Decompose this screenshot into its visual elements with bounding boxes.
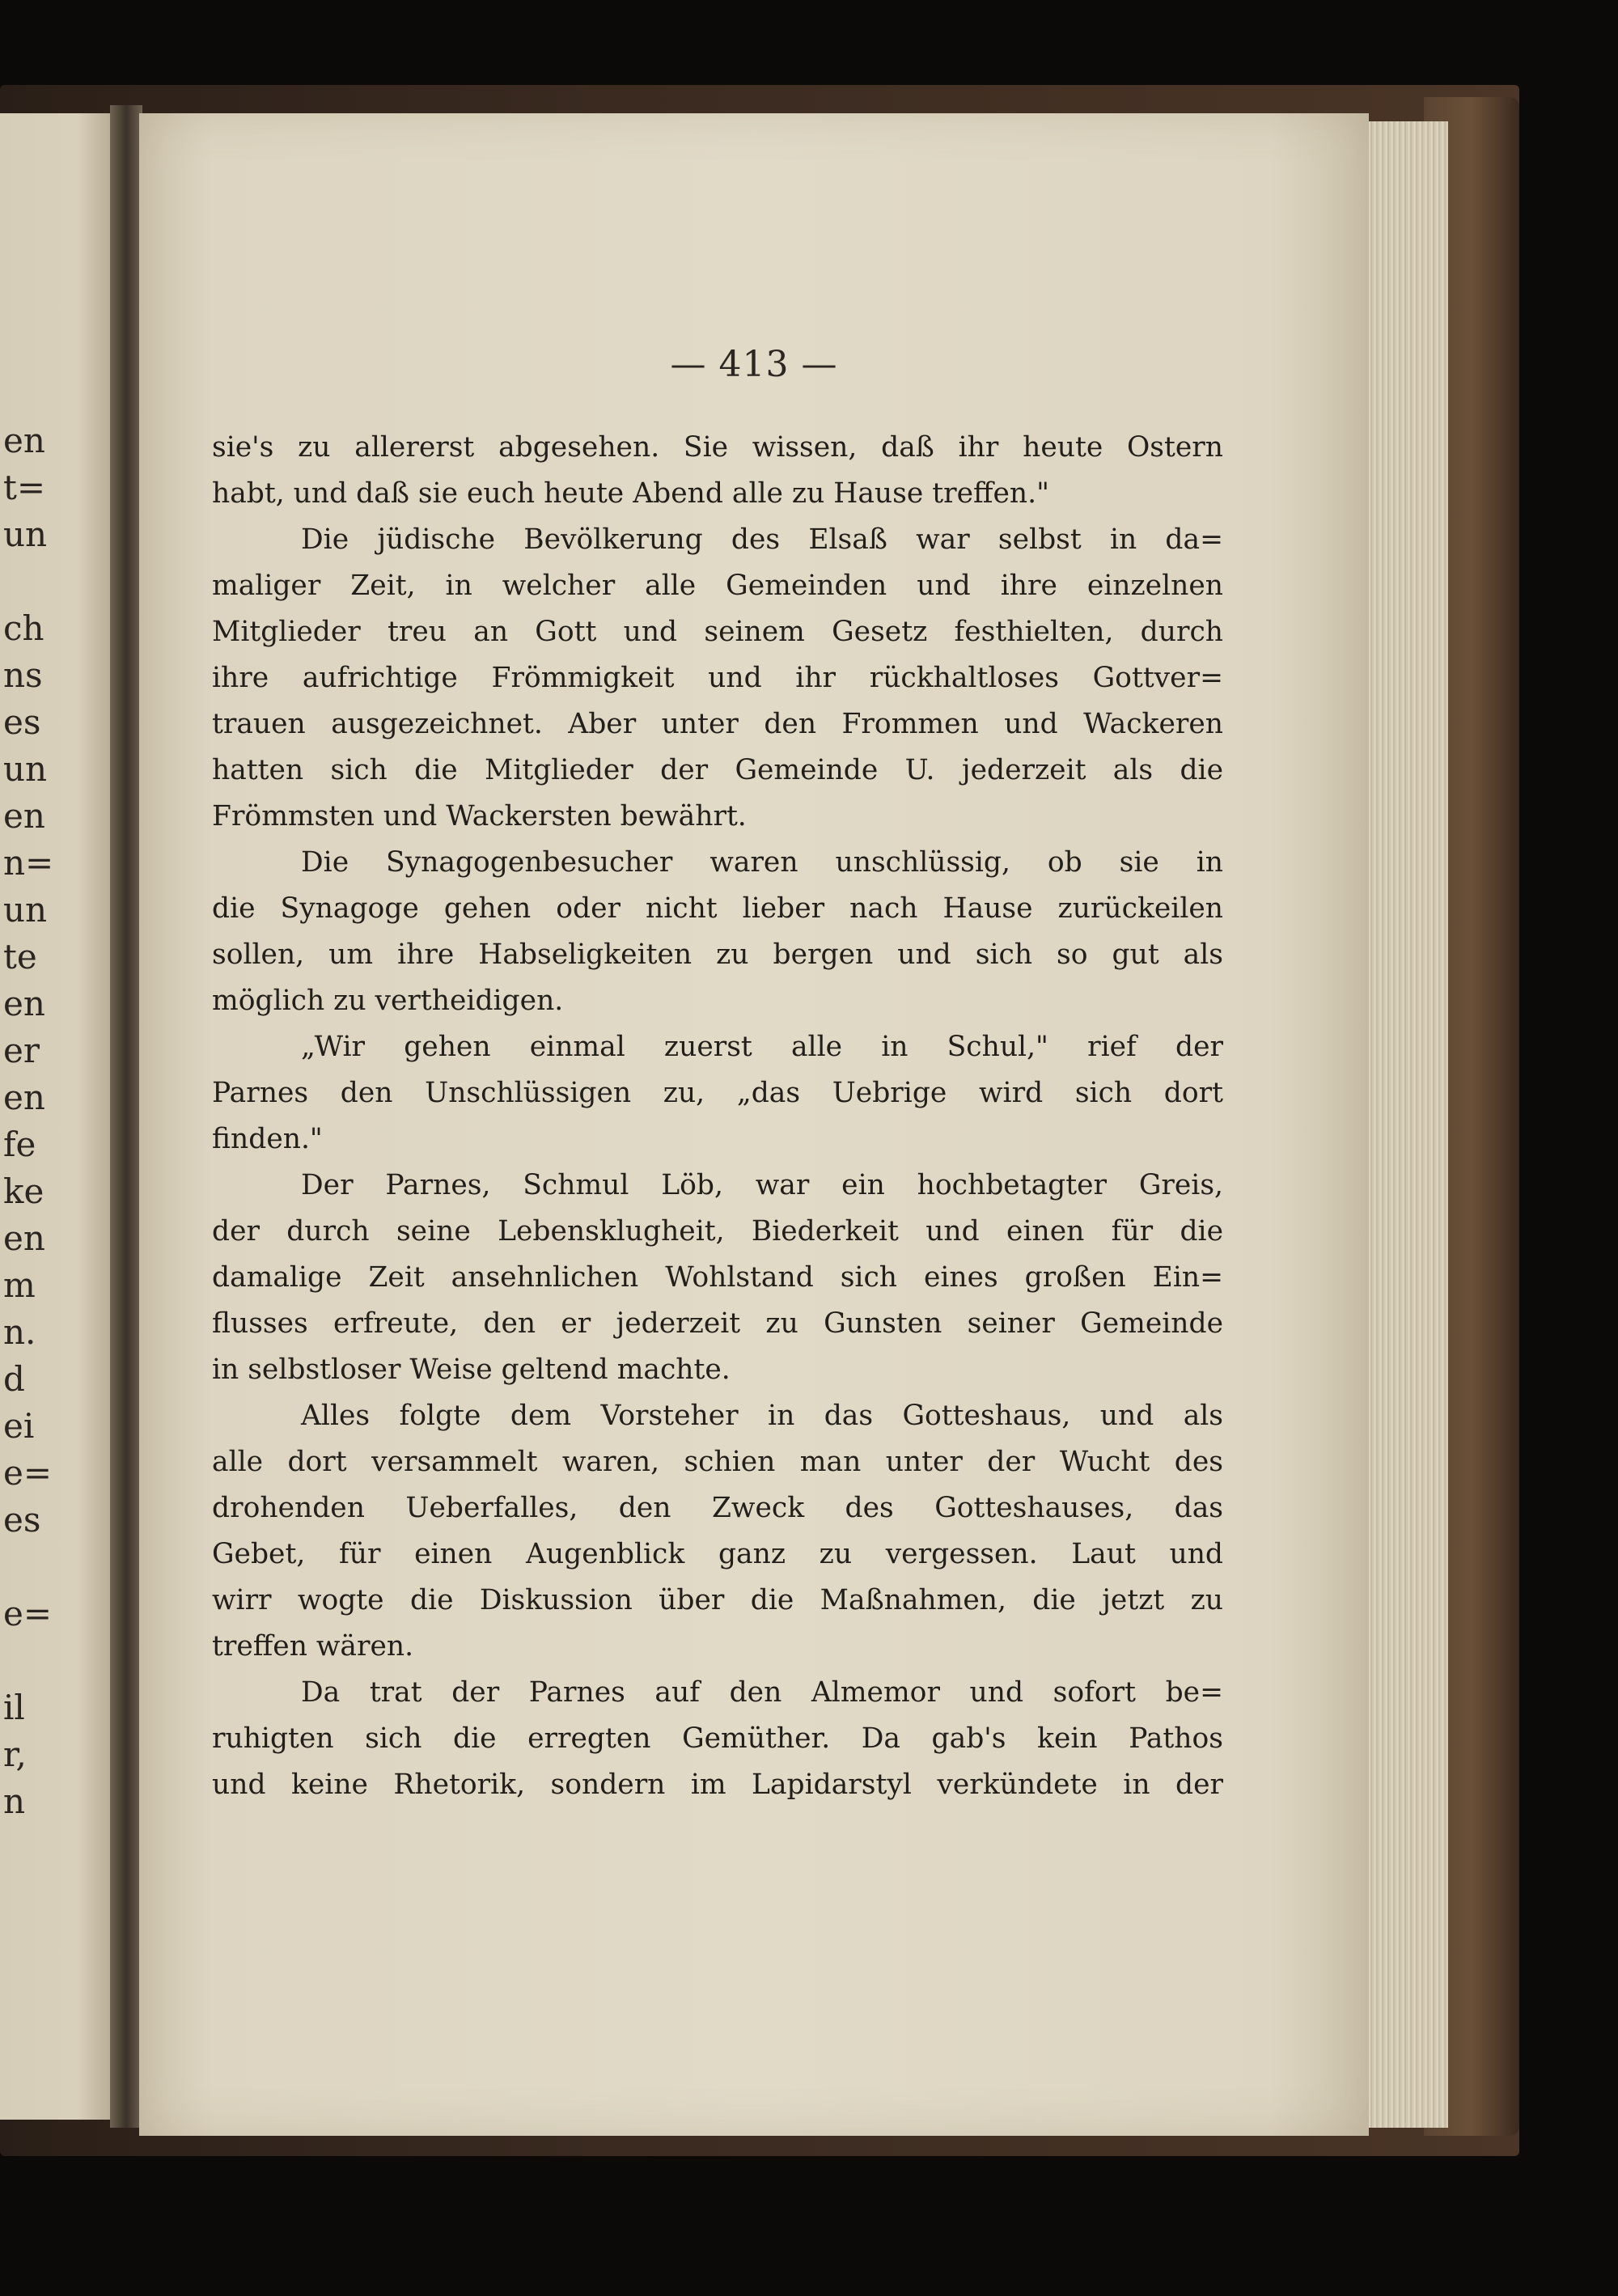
body-text — [212, 425, 1223, 1808]
left-fragment: ch — [3, 608, 44, 648]
left-fragment: fe — [3, 1125, 36, 1164]
text-line: Die jüdische Bevölkerung des Elsaß war selbst in da= — [301, 523, 1223, 556]
left-page-text-fragments — [0, 0, 110, 2296]
text-line: damalige Zeit ansehnlichen Wohlstand sich eines großen Ein= — [212, 1261, 1223, 1294]
left-fragment: n= — [3, 843, 54, 883]
text-line: drohenden Ueberfalles, den Zweck des Gotteshauses, das — [212, 1492, 1223, 1524]
left-fragment: un — [3, 515, 48, 554]
text-line: die Synagoge gehen oder nicht lieber nach Hause zurückeilen — [212, 892, 1223, 925]
left-fragment: m — [3, 1265, 36, 1305]
text-line: Der Parnes, Schmul Löb, war ein hochbetagter Greis, — [301, 1169, 1223, 1201]
left-fragment: es — [3, 702, 41, 742]
left-fragment: ei — [3, 1406, 35, 1446]
text-line: flusses erfreute, den er jederzeit zu Gunsten seiner Gemeinde — [212, 1307, 1223, 1340]
left-fragment: en — [3, 1218, 45, 1258]
text-line: hatten sich die Mitglieder der Gemeinde U. jederzeit als die — [212, 754, 1223, 786]
text-line: Gebet, für einen Augenblick ganz zu vergessen. Laut und — [212, 1538, 1223, 1570]
left-fragment: en — [3, 421, 45, 460]
left-fragment: n. — [3, 1312, 36, 1352]
text-line: alle dort versammelt waren, schien man unter der Wucht des — [212, 1446, 1223, 1478]
left-fragment: te — [3, 937, 37, 976]
left-fragment: ns — [3, 655, 43, 695]
text-line: Da trat der Parnes auf den Almemor und sofort be= — [301, 1676, 1223, 1709]
text-line: in selbstloser Weise geltend machte. — [212, 1353, 731, 1386]
text-line: sie's zu allererst abgesehen. Sie wissen, daß ihr heute Ostern — [212, 431, 1223, 464]
text-line: Alles folgte dem Vorsteher in das Gotteshaus, und als — [301, 1400, 1223, 1432]
text-line: möglich zu vertheidigen. — [212, 985, 564, 1017]
text-line: treffen wären. — [212, 1630, 414, 1663]
left-fragment: un — [3, 749, 48, 789]
text-line: Die Synagogenbesucher waren unschlüssig, ob sie in — [301, 846, 1223, 879]
page-edges — [1367, 121, 1448, 2128]
text-line: Mitglieder treu an Gott und seinem Gesetz festhielten, durch — [212, 616, 1223, 648]
left-fragment: er — [3, 1031, 40, 1070]
page-number: — 413 — — [670, 344, 838, 385]
text-line: der durch seine Lebensklugheit, Biederkeit und einen für die — [212, 1215, 1223, 1248]
text-line: und keine Rhetorik, sondern im Lapidarstyl verkündete in der — [212, 1769, 1223, 1801]
left-fragment: d — [3, 1359, 25, 1399]
text-line: Frömmsten und Wackersten bewährt. — [212, 800, 747, 832]
text-line: ihre aufrichtige Frömmigkeit und ihr rückhaltloses Gottver= — [212, 662, 1223, 694]
left-fragment: t= — [3, 468, 46, 507]
text-line: sollen, um ihre Habseligkeiten zu bergen und sich so gut als — [212, 938, 1223, 971]
left-fragment: il — [3, 1688, 25, 1727]
book-gutter — [110, 105, 142, 2128]
left-fragment: r, — [3, 1735, 27, 1774]
left-fragment: es — [3, 1500, 41, 1540]
left-fragment: n — [3, 1781, 26, 1821]
text-line: maliger Zeit, in welcher alle Gemeinden und ihre einzelnen — [212, 570, 1223, 602]
text-line: „Wir gehen einmal zuerst alle in Schul," rief der — [301, 1031, 1223, 1063]
left-fragment: en — [3, 984, 45, 1023]
text-line: wirr wogte die Diskussion über die Maßnahmen, die jetzt zu — [212, 1584, 1223, 1616]
text-line: ruhigten sich die erregten Gemüther. Da gab's kein Pathos — [212, 1722, 1223, 1755]
left-fragment: en — [3, 796, 45, 836]
text-line: trauen ausgezeichnet. Aber unter den Frommen und Wackeren — [212, 708, 1223, 740]
left-fragment: en — [3, 1078, 45, 1117]
text-line: finden." — [212, 1123, 323, 1155]
text-line: habt, und daß sie euch heute Abend alle zu Hause treffen." — [212, 477, 1049, 510]
left-fragment: e= — [3, 1594, 53, 1633]
left-fragment: un — [3, 890, 48, 930]
left-fragment: ke — [3, 1171, 44, 1211]
left-fragment: e= — [3, 1453, 53, 1493]
right-page — [139, 113, 1369, 2136]
text-line: Parnes den Unschlüssigen zu, „das Uebrige wird sich dort — [212, 1077, 1223, 1109]
